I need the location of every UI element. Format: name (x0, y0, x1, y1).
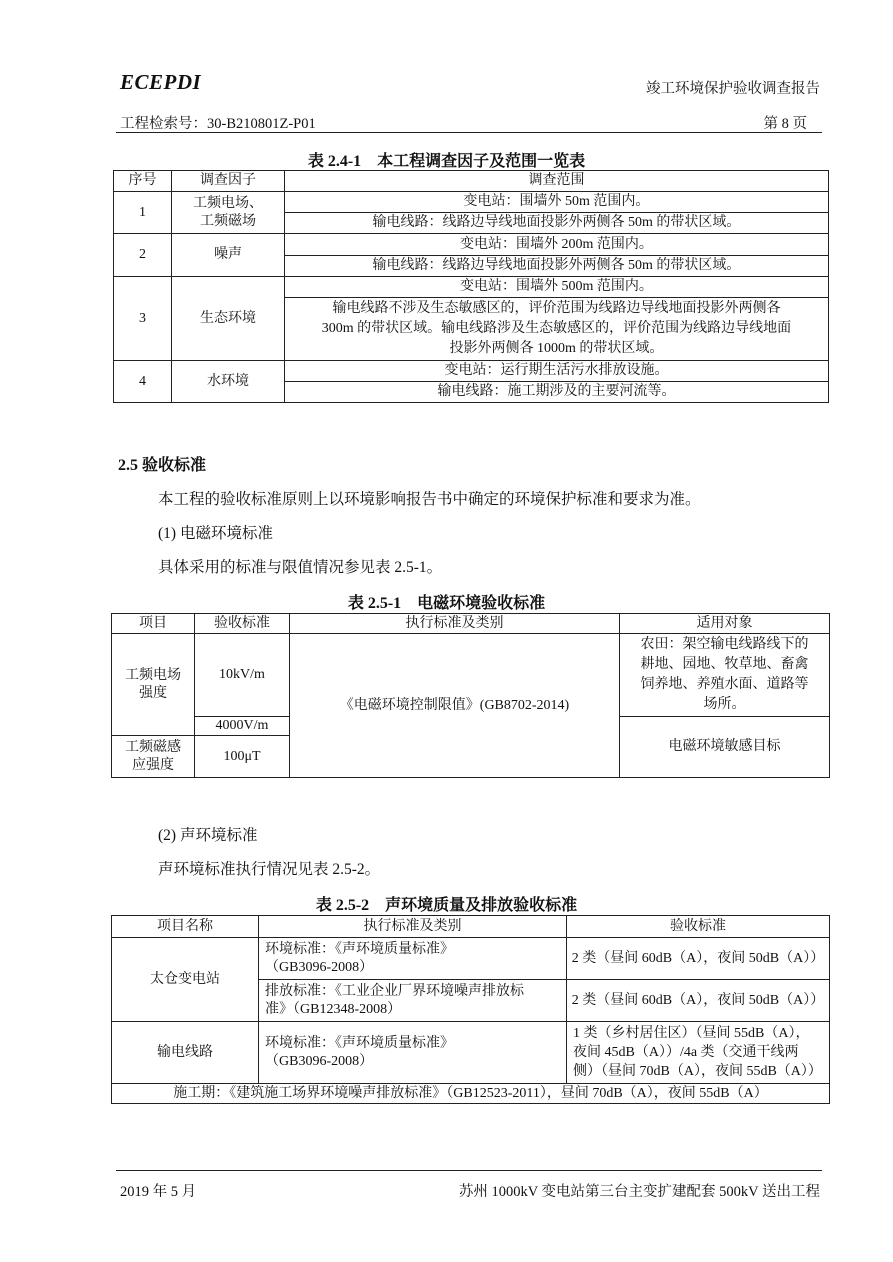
subsection-heading: (1) 电磁环境标准 (158, 525, 273, 542)
table-row (112, 1022, 830, 1084)
standard-cell: 4000V/m (195, 717, 290, 736)
target-cell: 电磁环境敏感目标 (620, 717, 830, 778)
acceptance-standard-cell: 2 类（昼间 60dB（A），夜间 50dB（A）） (567, 938, 830, 980)
table-2-4-1 (113, 170, 829, 403)
acceptance-standard-cell (567, 1022, 830, 1084)
exec-line: 环境标准：《声环境质量标准》 (265, 1035, 454, 1051)
scope-cell: 输电线路：线路边导线地面投影外两侧各 50m 的带状区域。 (285, 213, 829, 234)
execution-standard-cell (259, 938, 567, 980)
exec-line: 排放标准：《工业企业厂界环境噪声排放标 (265, 983, 524, 999)
scope-line: 投影外两侧各 1000m 的带状区域。 (449, 341, 664, 356)
header-cell: 序号 (114, 171, 172, 192)
header-divider (116, 132, 822, 133)
acceptance-standard-cell: 2 类（昼间 60dB（A），夜间 50dB（A）） (567, 980, 830, 1022)
item-line: 应强度 (132, 757, 174, 773)
row-number: 2 (114, 234, 172, 277)
footer-date: 2019 年 5 月 (120, 1184, 197, 1200)
execution-standard-cell: 《电磁环境控制限值》(GB8702-2014) (290, 634, 620, 778)
factor-line: 工频电场、 (193, 195, 263, 211)
scope-cell (285, 298, 829, 361)
standard-cell: 100μT (195, 736, 290, 778)
target-line: 饲养地、养殖水面、道路等 (640, 677, 809, 692)
footer-divider (116, 1170, 822, 1171)
item-cell (112, 634, 195, 736)
item-line: 强度 (139, 685, 167, 701)
header-cell: 验收标准 (195, 614, 290, 634)
item-cell (112, 736, 195, 778)
std-line: 夜间 45dB（A））/4a 类（交通干线两 (573, 1045, 799, 1060)
scope-cell: 变电站：围墙外 200m 范围内。 (285, 234, 829, 256)
scope-cell: 变电站：围墙外 50m 范围内。 (285, 192, 829, 213)
standard-cell: 10kV/m (195, 634, 290, 717)
factor-cell: 噪声 (172, 234, 285, 277)
table-row (114, 361, 829, 382)
item-line: 工频磁感 (125, 739, 181, 755)
table-header-row (112, 916, 830, 938)
execution-standard-cell (259, 1022, 567, 1084)
target-line: 耕地、园地、牧草地、畜禽 (640, 657, 809, 672)
construction-period-cell: 施工期：《建筑施工场界环境噪声排放标准》（GB12523-2011），昼间 70dB（A），夜间 55dB（A） (112, 1084, 830, 1104)
factor-cell: 水环境 (172, 361, 285, 403)
paragraph: 本工程的验收标准原则上以环境影响报告书中确定的环境保护标准和要求为准。 (158, 491, 701, 508)
table-row (112, 938, 830, 980)
table-2-4-1-caption: 表 2.4-1 本工程调查因子及范围一览表 (307, 153, 586, 170)
header-cell: 调查范围 (285, 171, 829, 192)
target-line: 场所。 (703, 697, 746, 712)
header-cell: 项目 (112, 614, 195, 634)
company-logo-text: ECEPDI (120, 70, 202, 94)
std-line: 侧）（昼间 70dB（A），夜间 55dB（A）） (573, 1064, 822, 1079)
paragraph: 具体采用的标准与限值情况参见表 2.5-1。 (158, 559, 443, 576)
page-number: 第 8 页 (763, 116, 807, 132)
section-heading: 2.5 验收标准 (118, 457, 207, 474)
table-row (112, 634, 830, 717)
exec-line: 准》（GB12348-2008） (265, 1001, 402, 1017)
project-reference-number: 工程检索号：30-B210801Z-P01 (120, 116, 316, 132)
factor-cell (172, 192, 285, 234)
table-row (114, 192, 829, 213)
report-title: 竣工环境保护验收调查报告 (646, 81, 820, 97)
project-name-cell: 输电线路 (112, 1022, 259, 1084)
table-header-row (114, 171, 829, 192)
row-number: 1 (114, 192, 172, 234)
target-line: 农田：架空输电线路线下的 (640, 637, 809, 652)
table-2-5-1-caption: 表 2.5-1 电磁环境验收标准 (347, 595, 546, 612)
exec-line: （GB3096-2008） (265, 1053, 374, 1069)
header-cell: 调查因子 (172, 171, 285, 192)
target-cell (620, 634, 830, 717)
project-name-cell: 太仓变电站 (112, 938, 259, 1022)
factor-line: 工频磁场 (200, 213, 256, 229)
scope-cell: 输电线路：线路边导线地面投影外两侧各 50m 的带状区域。 (285, 256, 829, 277)
row-number: 4 (114, 361, 172, 403)
header-cell: 执行标准及类别 (290, 614, 620, 634)
scope-cell: 输电线路：施工期涉及的主要河流等。 (285, 382, 829, 403)
table-row (114, 234, 829, 256)
row-number: 3 (114, 277, 172, 361)
scope-line: 输电线路不涉及生态敏感区的，评价范围为线路边导线地面投影外两侧各 (332, 301, 781, 316)
scope-cell: 变电站：运行期生活污水排放设施。 (285, 361, 829, 382)
scope-cell: 变电站：围墙外 500m 范围内。 (285, 277, 829, 298)
table-2-5-2 (111, 915, 830, 1104)
table-2-5-2-caption: 表 2.5-2 声环境质量及排放验收标准 (315, 897, 578, 914)
paragraph: 声环境标准执行情况见表 2.5-2。 (158, 861, 381, 878)
factor-cell: 生态环境 (172, 277, 285, 361)
header-cell: 项目名称 (112, 916, 259, 938)
header-cell: 适用对象 (620, 614, 830, 634)
std-line: 1 类（乡村居住区）（昼间 55dB（A）， (573, 1026, 810, 1041)
header-cell: 验收标准 (567, 916, 830, 938)
exec-line: （GB3096-2008） (265, 959, 374, 975)
item-line: 工频电场 (125, 667, 181, 683)
header-cell: 执行标准及类别 (259, 916, 567, 938)
table-header-row (112, 614, 830, 634)
subsection-heading: (2) 声环境标准 (158, 827, 258, 844)
footer-project-name: 苏州 1000kV 变电站第三台主变扩建配套 500kV 送出工程 (458, 1184, 820, 1200)
scope-line: 300m 的带状区域。输电线路涉及生态敏感区的，评价范围为线路边导线地面 (321, 321, 792, 336)
exec-line: 环境标准：《声环境质量标准》 (265, 941, 454, 957)
table-row (112, 1084, 830, 1104)
table-2-5-1 (111, 613, 830, 778)
table-row (114, 277, 829, 298)
execution-standard-cell (259, 980, 567, 1022)
